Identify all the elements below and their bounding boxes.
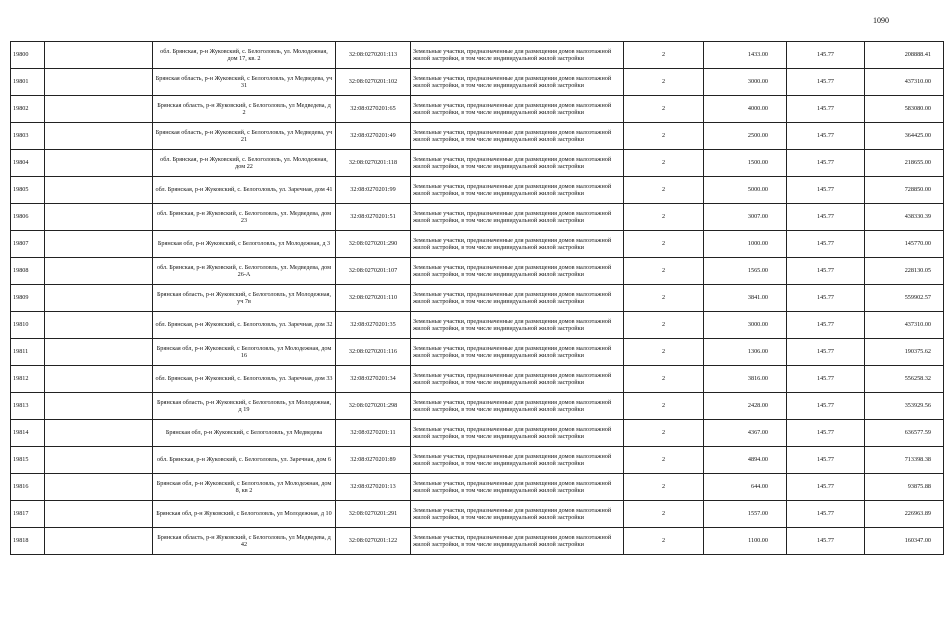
cell-area: 3841.00 bbox=[704, 285, 787, 312]
cell-specific-value: 145.77 bbox=[787, 339, 865, 366]
cell-row-number: 19804 bbox=[11, 150, 45, 177]
cell-cadastral-value: 437310.00 bbox=[865, 69, 944, 96]
cell-address: обл. Брянская, р-н Жуковский, с. Белоголовль, ул. Заречная, дом 6 bbox=[153, 447, 336, 474]
cell-cadastral-value: 438330.39 bbox=[865, 204, 944, 231]
cell-area: 3007.00 bbox=[704, 204, 787, 231]
cell-permitted-use: Земельные участки, предназначенные для размещения домов малоэтажной жилой застройки, в том числе индивидуальной жилой застройки bbox=[411, 393, 624, 420]
cell-group: 2 bbox=[624, 366, 704, 393]
table-row bbox=[11, 42, 944, 69]
cell-permitted-use: Земельные участки, предназначенные для размещения домов малоэтажной жилой застройки, в том числе индивидуальной жилой застройки bbox=[411, 42, 624, 69]
cell-address: Брянская область, р-н Жуковский, с Белоголовль, ул Медведева, уч 21 bbox=[153, 123, 336, 150]
cell-area: 5000.00 bbox=[704, 177, 787, 204]
cell-permitted-use: Земельные участки, предназначенные для размещения домов малоэтажной жилой застройки, в том числе индивидуальной жилой застройки bbox=[411, 420, 624, 447]
cell-cadastral-number: 32:08:0270201:107 bbox=[336, 258, 411, 285]
table-row bbox=[11, 204, 944, 231]
cell-address: Брянская обл, р-н Жуковский, с Белоголовль, ул Молодежная, д 3 bbox=[153, 231, 336, 258]
cell-group: 2 bbox=[624, 420, 704, 447]
cell-group: 2 bbox=[624, 312, 704, 339]
cell-specific-value: 145.77 bbox=[787, 285, 865, 312]
cell-cadastral-number: 32:08:0270201:34 bbox=[336, 366, 411, 393]
table-row bbox=[11, 420, 944, 447]
cell-empty bbox=[45, 393, 153, 420]
cell-empty bbox=[45, 447, 153, 474]
table-row bbox=[11, 339, 944, 366]
cell-permitted-use: Земельные участки, предназначенные для размещения домов малоэтажной жилой застройки, в том числе индивидуальной жилой застройки bbox=[411, 528, 624, 555]
cell-cadastral-value: 559902.57 bbox=[865, 285, 944, 312]
cell-empty bbox=[45, 312, 153, 339]
cell-cadastral-value: 160347.00 bbox=[865, 528, 944, 555]
cell-group: 2 bbox=[624, 339, 704, 366]
cell-specific-value: 145.77 bbox=[787, 204, 865, 231]
cell-area: 3000.00 bbox=[704, 312, 787, 339]
cell-cadastral-value: 353929.56 bbox=[865, 393, 944, 420]
cell-cadastral-number: 32:08:0270201:116 bbox=[336, 339, 411, 366]
cell-row-number: 19811 bbox=[11, 339, 45, 366]
cell-address: Брянская область, р-н Жуковский, с Белоголовль, ул Молодежная, уч 7в bbox=[153, 285, 336, 312]
cell-cadastral-number: 32:08:0270201:298 bbox=[336, 393, 411, 420]
table-row bbox=[11, 528, 944, 555]
cell-cadastral-number: 32:08:0270201:291 bbox=[336, 501, 411, 528]
cell-row-number: 19806 bbox=[11, 204, 45, 231]
table-row bbox=[11, 474, 944, 501]
cell-cadastral-number: 32:08:0270201:49 bbox=[336, 123, 411, 150]
cell-empty bbox=[45, 231, 153, 258]
page-number: 1090 bbox=[873, 16, 889, 25]
cell-area: 1306.00 bbox=[704, 339, 787, 366]
cell-address: обл. Брянская, р-н Жуковский, с. Белоголовль, ул. Молодежная, дом 17, кв. 2 bbox=[153, 42, 336, 69]
cell-address: Брянская обл, р-н Жуковский, с Белоголовль, ул Молодежная, дом 8, кв 2 bbox=[153, 474, 336, 501]
cell-group: 2 bbox=[624, 177, 704, 204]
cell-empty bbox=[45, 474, 153, 501]
cell-empty bbox=[45, 69, 153, 96]
cell-row-number: 19816 bbox=[11, 474, 45, 501]
cell-group: 2 bbox=[624, 393, 704, 420]
table-row bbox=[11, 96, 944, 123]
cell-group: 2 bbox=[624, 528, 704, 555]
cell-cadastral-number: 32:08:0270201:110 bbox=[336, 285, 411, 312]
cell-specific-value: 145.77 bbox=[787, 501, 865, 528]
cell-group: 2 bbox=[624, 123, 704, 150]
cell-empty bbox=[45, 420, 153, 447]
cell-empty bbox=[45, 366, 153, 393]
cell-permitted-use: Земельные участки, предназначенные для размещения домов малоэтажной жилой застройки, в том числе индивидуальной жилой застройки bbox=[411, 366, 624, 393]
cell-specific-value: 145.77 bbox=[787, 474, 865, 501]
cell-cadastral-value: 636577.59 bbox=[865, 420, 944, 447]
cell-permitted-use: Земельные участки, предназначенные для размещения домов малоэтажной жилой застройки, в том числе индивидуальной жилой застройки bbox=[411, 69, 624, 96]
cell-empty bbox=[45, 528, 153, 555]
table-row bbox=[11, 69, 944, 96]
cell-group: 2 bbox=[624, 42, 704, 69]
cell-cadastral-value: 583080.00 bbox=[865, 96, 944, 123]
cell-permitted-use: Земельные участки, предназначенные для размещения домов малоэтажной жилой застройки, в том числе индивидуальной жилой застройки bbox=[411, 258, 624, 285]
cell-permitted-use: Земельные участки, предназначенные для размещения домов малоэтажной жилой застройки, в том числе индивидуальной жилой застройки bbox=[411, 447, 624, 474]
cell-address: Брянская обл, р-н Жуковский, с Белоголовль, ул Молодежная, дом 16 bbox=[153, 339, 336, 366]
cell-area: 3816.00 bbox=[704, 366, 787, 393]
cell-address: Брянская область, р-н Жуковский, с Белоголовль, ул Медведева, д 42 bbox=[153, 528, 336, 555]
cell-row-number: 19818 bbox=[11, 528, 45, 555]
cell-empty bbox=[45, 177, 153, 204]
cell-area: 1565.00 bbox=[704, 258, 787, 285]
table-row bbox=[11, 447, 944, 474]
cell-cadastral-value: 190375.62 bbox=[865, 339, 944, 366]
cell-address: Брянская обл, р-н Жуковский, с Белоголовль, ул Молодежная, д 10 bbox=[153, 501, 336, 528]
cell-address: обл. Брянская, р-н Жуковский, с. Белоголовль, ул. Заречная, дом 32 bbox=[153, 312, 336, 339]
cell-cadastral-value: 93875.88 bbox=[865, 474, 944, 501]
cell-area: 2428.00 bbox=[704, 393, 787, 420]
cell-empty bbox=[45, 339, 153, 366]
cell-permitted-use: Земельные участки, предназначенные для размещения домов малоэтажной жилой застройки, в том числе индивидуальной жилой застройки bbox=[411, 177, 624, 204]
cell-group: 2 bbox=[624, 231, 704, 258]
cell-specific-value: 145.77 bbox=[787, 123, 865, 150]
cell-cadastral-number: 32:08:0270201:65 bbox=[336, 96, 411, 123]
cell-area: 4000.00 bbox=[704, 96, 787, 123]
cell-permitted-use: Земельные участки, предназначенные для размещения домов малоэтажной жилой застройки, в том числе индивидуальной жилой застройки bbox=[411, 312, 624, 339]
cell-cadastral-number: 32:08:0270201:11 bbox=[336, 420, 411, 447]
cell-address: Брянская область, р-н Жуковский, с Белоголовль, ул Молодежная, д 19 bbox=[153, 393, 336, 420]
table-row bbox=[11, 366, 944, 393]
cell-permitted-use: Земельные участки, предназначенные для размещения домов малоэтажной жилой застройки, в том числе индивидуальной жилой застройки bbox=[411, 285, 624, 312]
cell-specific-value: 145.77 bbox=[787, 528, 865, 555]
table-row bbox=[11, 258, 944, 285]
cell-empty bbox=[45, 501, 153, 528]
cell-address: обл. Брянская, р-н Жуковский, с. Белоголовль, ул. Медведева, дом 23 bbox=[153, 204, 336, 231]
cell-empty bbox=[45, 258, 153, 285]
cell-permitted-use: Земельные участки, предназначенные для размещения домов малоэтажной жилой застройки, в том числе индивидуальной жилой застройки bbox=[411, 204, 624, 231]
cell-address: обл. Брянская, р-н Жуковский, с. Белоголовль, ул. Заречная, дом 41 bbox=[153, 177, 336, 204]
cell-address: Брянская область, р-н Жуковский, с Белоголовль, ул Медведева, уч 31 bbox=[153, 69, 336, 96]
cell-permitted-use: Земельные участки, предназначенные для размещения домов малоэтажной жилой застройки, в том числе индивидуальной жилой застройки bbox=[411, 96, 624, 123]
cell-cadastral-value: 145770.00 bbox=[865, 231, 944, 258]
cell-empty bbox=[45, 42, 153, 69]
cell-row-number: 19815 bbox=[11, 447, 45, 474]
cell-row-number: 19807 bbox=[11, 231, 45, 258]
table-row bbox=[11, 312, 944, 339]
table-row bbox=[11, 231, 944, 258]
cell-row-number: 19808 bbox=[11, 258, 45, 285]
cell-cadastral-value: 713398.38 bbox=[865, 447, 944, 474]
cell-area: 644.00 bbox=[704, 474, 787, 501]
cell-group: 2 bbox=[624, 258, 704, 285]
cell-cadastral-number: 32:08:0270201:51 bbox=[336, 204, 411, 231]
cell-row-number: 19801 bbox=[11, 69, 45, 96]
cell-group: 2 bbox=[624, 96, 704, 123]
cell-specific-value: 145.77 bbox=[787, 258, 865, 285]
cell-row-number: 19809 bbox=[11, 285, 45, 312]
cell-empty bbox=[45, 96, 153, 123]
cell-cadastral-number: 32:08:0270201:13 bbox=[336, 474, 411, 501]
cell-row-number: 19800 bbox=[11, 42, 45, 69]
cell-empty bbox=[45, 204, 153, 231]
cell-group: 2 bbox=[624, 474, 704, 501]
cell-area: 2500.00 bbox=[704, 123, 787, 150]
cell-area: 1000.00 bbox=[704, 231, 787, 258]
table-row bbox=[11, 393, 944, 420]
cell-address: Брянская область, р-н Жуковский, с Белоголовль, ул Медведева, д 2 bbox=[153, 96, 336, 123]
cell-group: 2 bbox=[624, 204, 704, 231]
cell-cadastral-number: 32:08:0270201:290 bbox=[336, 231, 411, 258]
cell-row-number: 19812 bbox=[11, 366, 45, 393]
cell-area: 4894.00 bbox=[704, 447, 787, 474]
cell-specific-value: 145.77 bbox=[787, 231, 865, 258]
cell-cadastral-value: 437310.00 bbox=[865, 312, 944, 339]
cell-group: 2 bbox=[624, 69, 704, 96]
cell-specific-value: 145.77 bbox=[787, 366, 865, 393]
cell-permitted-use: Земельные участки, предназначенные для размещения домов малоэтажной жилой застройки, в том числе индивидуальной жилой застройки bbox=[411, 501, 624, 528]
cell-cadastral-number: 32:08:0270201:89 bbox=[336, 447, 411, 474]
cell-permitted-use: Земельные участки, предназначенные для размещения домов малоэтажной жилой застройки, в том числе индивидуальной жилой застройки bbox=[411, 339, 624, 366]
cell-specific-value: 145.77 bbox=[787, 393, 865, 420]
table-row bbox=[11, 150, 944, 177]
cell-specific-value: 145.77 bbox=[787, 69, 865, 96]
cell-specific-value: 145.77 bbox=[787, 312, 865, 339]
cell-area: 1500.00 bbox=[704, 150, 787, 177]
cell-area: 1433.00 bbox=[704, 42, 787, 69]
table-row bbox=[11, 285, 944, 312]
cell-cadastral-number: 32:08:0270201:35 bbox=[336, 312, 411, 339]
cell-group: 2 bbox=[624, 501, 704, 528]
cell-row-number: 19814 bbox=[11, 420, 45, 447]
cell-specific-value: 145.77 bbox=[787, 42, 865, 69]
cell-address: обл. Брянская, р-н Жуковский, с. Белоголовль, ул. Медведева, дом 26-А bbox=[153, 258, 336, 285]
cell-row-number: 19810 bbox=[11, 312, 45, 339]
cell-cadastral-number: 32:08:0270201:99 bbox=[336, 177, 411, 204]
cell-address: обл. Брянская, р-н Жуковский, с. Белоголовль, ул. Молодежная, дом 22 bbox=[153, 150, 336, 177]
cell-specific-value: 145.77 bbox=[787, 447, 865, 474]
cell-row-number: 19817 bbox=[11, 501, 45, 528]
table-body bbox=[11, 42, 944, 555]
cell-area: 3000.00 bbox=[704, 69, 787, 96]
land-parcels-table bbox=[10, 41, 944, 555]
cell-empty bbox=[45, 150, 153, 177]
cell-area: 4367.00 bbox=[704, 420, 787, 447]
cell-permitted-use: Земельные участки, предназначенные для размещения домов малоэтажной жилой застройки, в том числе индивидуальной жилой застройки bbox=[411, 474, 624, 501]
cell-specific-value: 145.77 bbox=[787, 177, 865, 204]
cell-specific-value: 145.77 bbox=[787, 420, 865, 447]
cell-permitted-use: Земельные участки, предназначенные для размещения домов малоэтажной жилой застройки, в том числе индивидуальной жилой застройки bbox=[411, 231, 624, 258]
table-row bbox=[11, 123, 944, 150]
cell-cadastral-value: 556258.32 bbox=[865, 366, 944, 393]
cell-group: 2 bbox=[624, 285, 704, 312]
cell-permitted-use: Земельные участки, предназначенные для размещения домов малоэтажной жилой застройки, в том числе индивидуальной жилой застройки bbox=[411, 123, 624, 150]
cell-row-number: 19805 bbox=[11, 177, 45, 204]
cell-cadastral-value: 208888.41 bbox=[865, 42, 944, 69]
cell-area: 1557.00 bbox=[704, 501, 787, 528]
cell-specific-value: 145.77 bbox=[787, 96, 865, 123]
cell-area: 1100.00 bbox=[704, 528, 787, 555]
cell-cadastral-number: 32:08:0270201:113 bbox=[336, 42, 411, 69]
cell-cadastral-value: 364425.00 bbox=[865, 123, 944, 150]
table-row bbox=[11, 177, 944, 204]
cell-cadastral-value: 226963.89 bbox=[865, 501, 944, 528]
cell-row-number: 19813 bbox=[11, 393, 45, 420]
cell-group: 2 bbox=[624, 150, 704, 177]
cell-row-number: 19802 bbox=[11, 96, 45, 123]
cell-group: 2 bbox=[624, 447, 704, 474]
cell-cadastral-number: 32:08:0270201:102 bbox=[336, 69, 411, 96]
cell-cadastral-value: 218655.00 bbox=[865, 150, 944, 177]
cell-cadastral-value: 728850.00 bbox=[865, 177, 944, 204]
cell-empty bbox=[45, 123, 153, 150]
cell-cadastral-number: 32:08:0270201:118 bbox=[336, 150, 411, 177]
cell-address: обл. Брянская, р-н Жуковский, с. Белоголовль, ул. Заречная, дом 33 bbox=[153, 366, 336, 393]
cell-address: Брянская обл, р-н Жуковский, с Белоголовль, ул Медведева bbox=[153, 420, 336, 447]
cell-specific-value: 145.77 bbox=[787, 150, 865, 177]
cell-cadastral-value: 228130.05 bbox=[865, 258, 944, 285]
cell-permitted-use: Земельные участки, предназначенные для размещения домов малоэтажной жилой застройки, в том числе индивидуальной жилой застройки bbox=[411, 150, 624, 177]
cell-row-number: 19803 bbox=[11, 123, 45, 150]
cell-empty bbox=[45, 285, 153, 312]
cell-cadastral-number: 32:08:0270201:122 bbox=[336, 528, 411, 555]
table-row bbox=[11, 501, 944, 528]
